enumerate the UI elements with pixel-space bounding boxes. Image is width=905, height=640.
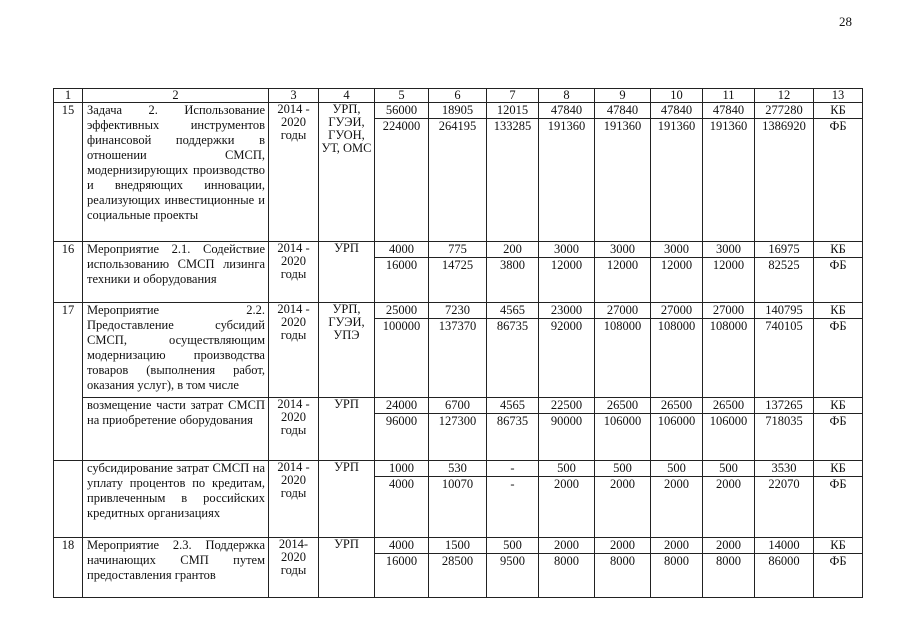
amount-kb: 137265 xyxy=(755,398,813,414)
amount-kb: 277280 xyxy=(755,103,813,119)
source-fb: ФБ xyxy=(829,319,847,333)
source-fb: ФБ xyxy=(829,119,847,133)
header-cell: 6 xyxy=(429,89,487,103)
amount-cell xyxy=(539,461,595,538)
row-years: 2014 - 2020 годы xyxy=(269,398,319,461)
amount-kb: 500 xyxy=(595,461,650,477)
amount-fb: 12000 xyxy=(550,258,583,272)
amount-fb: 8000 xyxy=(716,554,741,568)
amount-kb: 2000 xyxy=(651,538,702,554)
amount-cell xyxy=(429,242,487,303)
amount-cell xyxy=(487,103,539,242)
amount-fb: 3800 xyxy=(500,258,525,272)
amount-fb: 127300 xyxy=(438,414,477,428)
amount-cell xyxy=(595,538,651,598)
amount-cell xyxy=(429,461,487,538)
amount-kb: 3000 xyxy=(651,242,702,258)
amount-kb: 500 xyxy=(651,461,702,477)
amount-cell xyxy=(703,242,755,303)
amount-fb: 100000 xyxy=(382,319,421,333)
amount-cell xyxy=(539,398,595,461)
amount-kb: 18905 xyxy=(429,103,486,119)
amount-fb: 191360 xyxy=(657,119,696,133)
amount-fb: 92000 xyxy=(550,319,583,333)
source-fb: ФБ xyxy=(829,258,847,272)
amount-kb: 47840 xyxy=(651,103,702,119)
amount-fb: - xyxy=(510,477,515,491)
amount-cell xyxy=(375,103,429,242)
amount-cell xyxy=(651,303,703,398)
amount-fb: 191360 xyxy=(603,119,642,133)
amount-kb: 3000 xyxy=(539,242,594,258)
amount-fb: 2000 xyxy=(664,477,689,491)
amount-fb: 108000 xyxy=(657,319,696,333)
row-description-text: Мероприятие 2.2. Предоставление субсидий СМСП, осуществляющим модернизацию производства товаров (выполнения работ, оказания услуг), в том числе xyxy=(87,303,265,392)
amount-fb: 2000 xyxy=(716,477,741,491)
amount-fb: 16000 xyxy=(385,554,418,568)
amount-fb: 82525 xyxy=(768,258,800,272)
row-number: 17 xyxy=(54,303,83,398)
row-description-text: субсидирование затрат СМСП на уплату процентов по кредитам, привлеченным в российских кредитных организациях xyxy=(87,461,265,520)
amount-fb: 14725 xyxy=(441,258,474,272)
header-row xyxy=(54,89,863,103)
amount-kb: 47840 xyxy=(595,103,650,119)
amount-kb: 27000 xyxy=(595,303,650,319)
amount-fb: 96000 xyxy=(385,414,418,428)
row-number xyxy=(54,461,83,538)
amount-fb: 86735 xyxy=(496,414,529,428)
row-description xyxy=(83,303,269,398)
amount-kb: 22500 xyxy=(539,398,594,414)
amount-cell xyxy=(375,242,429,303)
row-number xyxy=(54,398,83,461)
amount-cell xyxy=(755,303,814,398)
amount-fb: 1386920 xyxy=(762,119,806,133)
row-executors: УРП, ГУЭИ, УПЭ xyxy=(319,303,375,398)
amount-cell xyxy=(703,461,755,538)
amount-fb: 106000 xyxy=(603,414,642,428)
amount-cell xyxy=(703,103,755,242)
header-cell: 13 xyxy=(814,89,863,103)
table-row xyxy=(54,461,863,538)
row-description xyxy=(83,103,269,242)
header-cell: 1 xyxy=(54,89,83,103)
row-executors: УРП, ГУЭИ, ГУОН, УТ, ОМС xyxy=(319,103,375,242)
amount-kb: 500 xyxy=(703,461,754,477)
header-cell: 12 xyxy=(755,89,814,103)
amount-cell xyxy=(755,398,814,461)
table-row xyxy=(54,538,863,598)
amount-fb: 10070 xyxy=(441,477,474,491)
row-description xyxy=(83,538,269,598)
amount-cell xyxy=(487,398,539,461)
row-number: 16 xyxy=(54,242,83,303)
amount-cell xyxy=(487,303,539,398)
amount-fb: 8000 xyxy=(554,554,579,568)
source-kb: КБ xyxy=(814,538,862,554)
header-cell: 11 xyxy=(703,89,755,103)
row-number: 15 xyxy=(54,103,83,242)
row-years: 2014 - 2020 годы xyxy=(269,242,319,303)
amount-kb: 47840 xyxy=(703,103,754,119)
amount-fb: 9500 xyxy=(500,554,525,568)
amount-fb: 108000 xyxy=(709,319,748,333)
row-description xyxy=(83,461,269,538)
amount-cell xyxy=(429,103,487,242)
amount-cell xyxy=(539,538,595,598)
amount-cell xyxy=(595,461,651,538)
amount-cell xyxy=(651,242,703,303)
amount-kb: 6700 xyxy=(429,398,486,414)
amount-cell xyxy=(375,398,429,461)
amount-fb: 718035 xyxy=(765,414,803,428)
amount-cell xyxy=(755,538,814,598)
amount-fb: 224000 xyxy=(382,119,421,133)
row-description xyxy=(83,242,269,303)
amount-cell xyxy=(755,242,814,303)
amount-kb: 26500 xyxy=(595,398,650,414)
source-fb: ФБ xyxy=(829,477,847,491)
amount-cell xyxy=(651,461,703,538)
amount-fb: 28500 xyxy=(441,554,474,568)
header-cell: 5 xyxy=(375,89,429,103)
amount-fb: 86000 xyxy=(768,554,800,568)
amount-kb: 27000 xyxy=(651,303,702,319)
row-number: 18 xyxy=(54,538,83,598)
amount-cell xyxy=(375,461,429,538)
amount-kb: 14000 xyxy=(755,538,813,554)
source-fb: ФБ xyxy=(829,414,847,428)
funding-source xyxy=(814,242,863,303)
amount-kb: 25000 xyxy=(375,303,428,319)
source-kb: КБ xyxy=(814,303,862,319)
amount-cell xyxy=(375,538,429,598)
budget-table xyxy=(53,88,863,598)
amount-kb: 4565 xyxy=(487,303,538,319)
row-executors: УРП xyxy=(319,538,375,598)
amount-cell xyxy=(487,461,539,538)
amount-kb: 4000 xyxy=(375,538,428,554)
header-cell: 3 xyxy=(269,89,319,103)
amount-fb: 86735 xyxy=(496,319,529,333)
table-row xyxy=(54,242,863,303)
amount-cell xyxy=(429,538,487,598)
amount-cell xyxy=(429,303,487,398)
amount-kb: 7230 xyxy=(429,303,486,319)
amount-cell xyxy=(429,398,487,461)
amount-cell xyxy=(539,242,595,303)
amount-kb: 23000 xyxy=(539,303,594,319)
amount-fb: 90000 xyxy=(550,414,583,428)
header-cell: 8 xyxy=(539,89,595,103)
row-executors: УРП xyxy=(319,461,375,538)
source-kb: КБ xyxy=(814,461,862,477)
amount-cell xyxy=(487,242,539,303)
amount-cell xyxy=(755,103,814,242)
amount-kb: - xyxy=(487,461,538,477)
source-fb: ФБ xyxy=(829,554,847,568)
amount-cell xyxy=(755,461,814,538)
row-executors: УРП xyxy=(319,242,375,303)
amount-kb: 775 xyxy=(429,242,486,258)
amount-fb: 740105 xyxy=(765,319,803,333)
amount-kb: 3000 xyxy=(595,242,650,258)
amount-kb: 27000 xyxy=(703,303,754,319)
amount-fb: 137370 xyxy=(438,319,477,333)
amount-kb: 1000 xyxy=(375,461,428,477)
funding-source xyxy=(814,461,863,538)
row-description-text: Задача 2. Использование эффективных инструментов финансовой поддержки в отношении СМСП, модернизирующих производство и внедряющих инновации, реализующих инвестиционные и социальные проекты xyxy=(87,103,265,222)
row-years: 2014 - 2020 годы xyxy=(269,103,319,242)
amount-fb: 106000 xyxy=(709,414,748,428)
amount-kb: 26500 xyxy=(703,398,754,414)
amount-kb: 2000 xyxy=(703,538,754,554)
amount-fb: 106000 xyxy=(657,414,696,428)
amount-kb: 26500 xyxy=(651,398,702,414)
amount-kb: 56000 xyxy=(375,103,428,119)
amount-kb: 24000 xyxy=(375,398,428,414)
amount-cell xyxy=(539,303,595,398)
row-description xyxy=(83,398,269,461)
row-years: 2014 - 2020 годы xyxy=(269,303,319,398)
amount-fb: 22070 xyxy=(768,477,800,491)
amount-kb: 140795 xyxy=(755,303,813,319)
amount-cell xyxy=(595,398,651,461)
amount-fb: 191360 xyxy=(709,119,748,133)
source-kb: КБ xyxy=(814,242,862,258)
amount-kb: 1500 xyxy=(429,538,486,554)
funding-source xyxy=(814,303,863,398)
table-row xyxy=(54,398,863,461)
row-description-text: возмещение части затрат СМСП на приобретение оборудования xyxy=(87,398,265,427)
row-years: 2014 - 2020 годы xyxy=(269,461,319,538)
amount-fb: 4000 xyxy=(389,477,414,491)
amount-kb: 500 xyxy=(487,538,538,554)
amount-fb: 12000 xyxy=(660,258,693,272)
amount-kb: 12015 xyxy=(487,103,538,119)
amount-fb: 16000 xyxy=(385,258,418,272)
table-row xyxy=(54,303,863,398)
source-kb: КБ xyxy=(814,398,862,414)
row-description-text: Мероприятие 2.3. Поддержка начинающих СМП путем предоставления грантов xyxy=(87,538,265,582)
funding-source xyxy=(814,398,863,461)
amount-kb: 4000 xyxy=(375,242,428,258)
amount-cell xyxy=(651,538,703,598)
amount-fb: 2000 xyxy=(610,477,635,491)
amount-kb: 4565 xyxy=(487,398,538,414)
amount-kb: 3000 xyxy=(703,242,754,258)
header-cell: 10 xyxy=(651,89,703,103)
amount-fb: 8000 xyxy=(610,554,635,568)
amount-kb: 2000 xyxy=(595,538,650,554)
amount-cell xyxy=(539,103,595,242)
row-description-text: Мероприятие 2.1. Содействие использованию СМСП лизинга техники и оборудования xyxy=(87,242,265,286)
header-cell: 4 xyxy=(319,89,375,103)
amount-fb: 12000 xyxy=(606,258,639,272)
amount-fb: 264195 xyxy=(438,119,477,133)
amount-kb: 200 xyxy=(487,242,538,258)
source-kb: КБ xyxy=(814,103,862,119)
amount-fb: 2000 xyxy=(554,477,579,491)
amount-cell xyxy=(651,398,703,461)
amount-cell xyxy=(595,103,651,242)
header-cell: 9 xyxy=(595,89,651,103)
amount-cell xyxy=(595,303,651,398)
amount-cell xyxy=(703,303,755,398)
funding-source xyxy=(814,103,863,242)
amount-cell xyxy=(651,103,703,242)
amount-fb: 108000 xyxy=(603,319,642,333)
row-years: 2014- 2020 годы xyxy=(269,538,319,598)
page-number: 28 xyxy=(839,14,852,29)
amount-cell xyxy=(595,242,651,303)
amount-cell xyxy=(703,538,755,598)
amount-fb: 133285 xyxy=(493,119,532,133)
header-cell: 7 xyxy=(487,89,539,103)
amount-cell xyxy=(703,398,755,461)
table-row xyxy=(54,103,863,242)
funding-source xyxy=(814,538,863,598)
row-executors: УРП xyxy=(319,398,375,461)
amount-cell xyxy=(375,303,429,398)
amount-kb: 3530 xyxy=(755,461,813,477)
amount-kb: 2000 xyxy=(539,538,594,554)
amount-fb: 12000 xyxy=(712,258,745,272)
amount-kb: 16975 xyxy=(755,242,813,258)
amount-fb: 8000 xyxy=(664,554,689,568)
amount-kb: 47840 xyxy=(539,103,594,119)
amount-kb: 530 xyxy=(429,461,486,477)
amount-cell xyxy=(487,538,539,598)
amount-fb: 191360 xyxy=(547,119,586,133)
header-cell: 2 xyxy=(83,89,269,103)
amount-kb: 500 xyxy=(539,461,594,477)
